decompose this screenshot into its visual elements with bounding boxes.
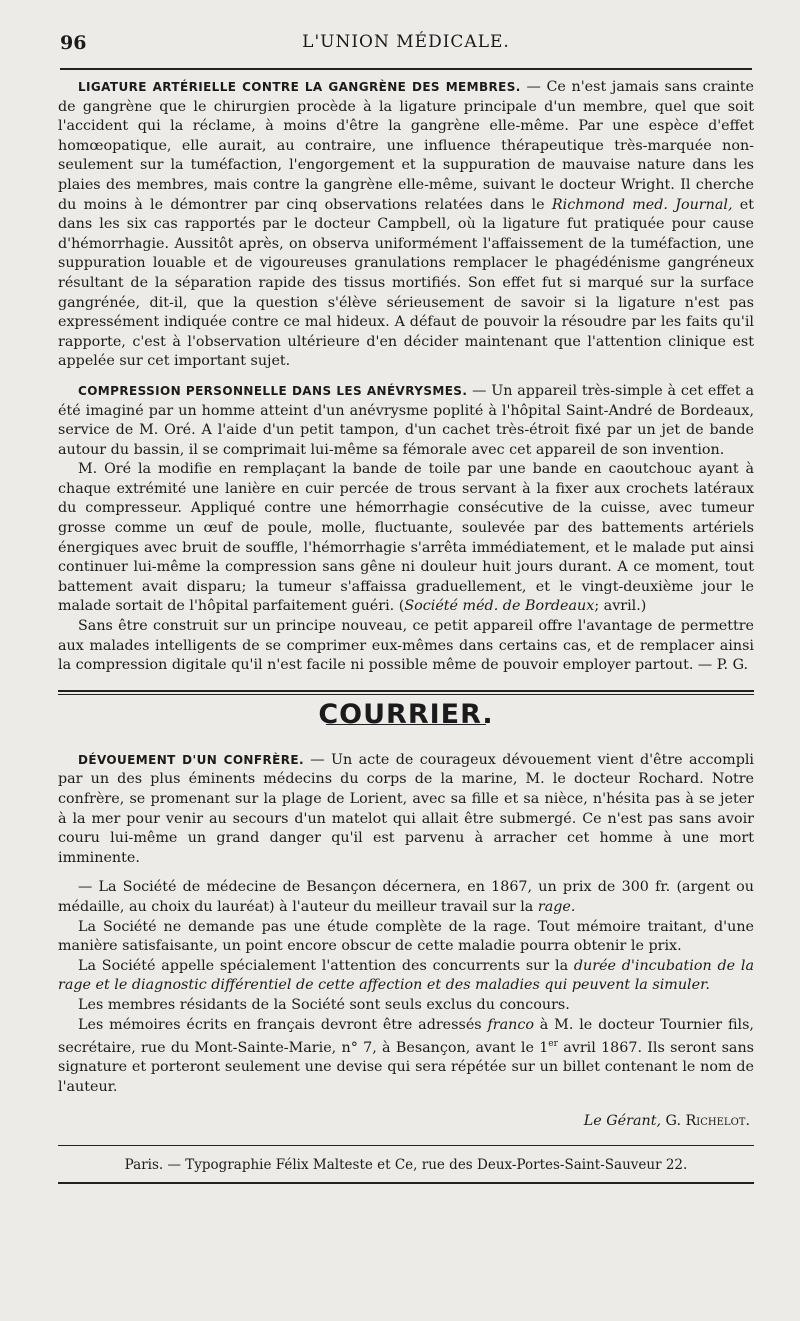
page-body — [58, 78, 754, 1184]
footer-rule — [58, 1145, 754, 1146]
page-header — [60, 32, 752, 58]
article-heading: COMPRESSION PERSONNELLE DANS LES ANÉVRYSMES. — [78, 383, 468, 398]
courrier-p4: La Société appelle spécialement l'attention des concurrents sur la durée d'incubation de la rage et le diagnostic différentiel de cette affection et des maladies qui peuvent la simuler. — [58, 957, 754, 994]
header-rule — [60, 68, 752, 70]
courrier-besancon: — La Société de médecine de Besançon décernera, en 1867, un prix de 300 fr. (argent ou médaille, au choix du lauréat) à l'auteur du meilleur travail sur la rage. — [58, 879, 754, 915]
courrier-devouement: DÉVOUEMENT D'UN CONFRÈRE. — Un acte de courageux dévouement vient d'être accompli par un des plus éminents médecins du corps de la marine, M. le docteur Rochard. Notre confrère, se promenant sur la plage de Lorient, avec sa fille et sa nièce, n'hésita pas à se jeter à la mer pour venir au secours d'un matelot qui allait être submergé. Ce n'est pas sans avoir couru lui-même un grand danger qu'il est parvenu à arracher cet homme à une mort imminente. — [58, 751, 755, 866]
article-compression: COMPRESSION PERSONNELLE DANS LES ANÉVRYSMES. — Un appareil très-simple à cet effet a été imaginé par un homme atteint d'un anévrysme poplité à l'hôpital Saint-André de Bordeaux, service de M. Oré. A l'aide d'un petit tampon, d'un cachet très-étroit fixé par un jet de bande autour du bassin, il se comprimait lui-même sa fémorale avec cet appareil de son invention. — [58, 382, 754, 458]
section-title: COURRIER. — [318, 698, 494, 730]
article-heading: DÉVOUEMENT D'UN CONFRÈRE. — [78, 752, 304, 767]
article-ligature: LIGATURE ARTÉRIELLE CONTRE LA GANGRÈNE DES MEMBRES. — Ce n'est jamais sans crainte de gangrène que le chirurgien procède à la ligature principale d'un membre, quel que soit l'accident qui la réclame, à moins d'être la gangrène elle-même. Par une espèce d'effet homœopatique, elle aurait, au contraire, une influence thérapeutique très-marquée non-seulement sur la tuméfaction, l'engorgement et la suppuration de mauvaise nature dans les plaies des membres, mais contre la gangrène elle-même, suivant le docteur Wright. Il cherche du moins à le démontrer par cinq observations relatées dans le Richmond med. Journal, et dans les six cas rapportés par le docteur Campbell, où la ligature fut pratiquée pour cause d'hémorrhagie. Aussitôt après, on observa uniformément l'affaissement de la tuméfaction, une suppuration louable et de vigoureuses granulations remplacer le phagédénisme gangréneux résultant de la séparation rapide des tissus mortifiés. Son effet fut si marqué sur la surface gangrénée, dit-il, que la question s'élève sérieusement de savoir si la ligature n'est pas expressément indiquée contre ce mal hideux. A défaut de pouvoir la résoudre par les faits qu'il rapporte, c'est à l'observation ultérieure d'en décider maintenant que l'attention clinique est appelée sur cet important sujet. — [58, 79, 755, 370]
article-heading: LIGATURE ARTÉRIELLE CONTRE LA GANGRÈNE DES MEMBRES. — [78, 80, 521, 94]
courrier-p6: Les mémoires écrits en français devront être adressés franco à M. le docteur Tournier fils, secrétaire, rue du Mont-Sainte-Marie, n° 7, à Besançon, avant le 1er avril 1867. Ils seront sans signature et porteront seulement une devise qui sera répétée sur un billet contenant le nom de l'auteur. — [58, 1016, 754, 1096]
signature — [58, 1112, 754, 1132]
section-rule — [58, 690, 754, 695]
signature-label: Le Gérant, — [583, 1112, 661, 1129]
courrier-p3: La Société ne demande pas une étude complète de la rage. Tout mémoire traitant, d'une manière satisfaisante, un point encore obscur de cette maladie pourra obtenir le prix. — [58, 918, 754, 955]
signature-name: G. Richelot. — [665, 1112, 750, 1129]
courrier-p5: Les membres résidants de la Société sont seuls exclus du concours. — [78, 996, 570, 1013]
article-compression-p3: Sans être construit sur un principe nouveau, ce petit appareil offre l'avantage de permettre aux malades intelligents de se comprimer eux-mêmes dans certains cas, et de remplacer ainsi la compression digitale qu'il n'est facile ni possible même de pouvoir employer partout. — P. G. — [58, 618, 754, 674]
page-number: 96 — [60, 32, 87, 54]
article-compression-p2: M. Oré la modifie en remplaçant la bande de toile par une bande en caoutchouc ayant à chaque extrémité une lanière en cuir percée de trous servant à la fixer aux crochets latéraux du compresseur. Appliqué contre une hémorrhagie consécutive de la cuisse, avec tumeur grosse comme un œuf de poule, molle, fluctuante, soulevée par des battements artériels énergiques avec bruit de souffle, l'hémorrhagie s'arrêta immédiatement, et le malade put ainsi continuer lui-même la compression sans gêne ni douleur huit jours durant. A ce moment, tout battement avait disparu; la tumeur s'affaissa graduellement, et le vingt-deuxième jour le malade sortait de l'hôpital parfaitement guéri. (Société méd. de Bordeaux; avril.) — [58, 461, 754, 615]
imprint: Paris. — Typographie Félix Malteste et Ce, rue des Deux-Portes-Saint-Sauveur 22. — [124, 1157, 688, 1174]
running-title: L'UNION MÉDICALE. — [302, 32, 510, 52]
footer-rule-2 — [58, 1182, 754, 1184]
section-title-wrap — [58, 699, 754, 743]
